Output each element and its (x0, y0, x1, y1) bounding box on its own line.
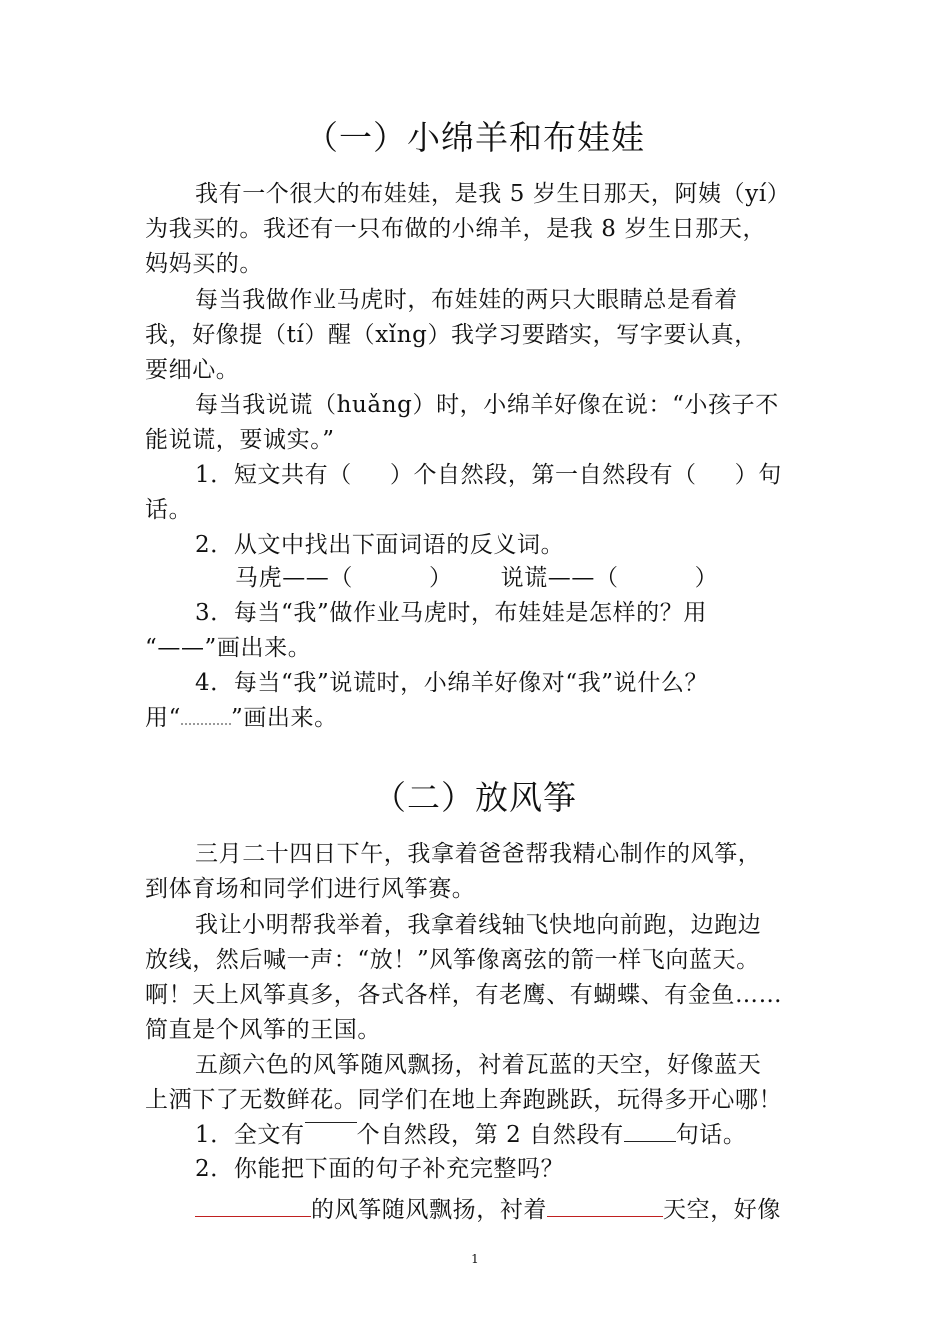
s1-q4-part-a: 用“ (145, 705, 181, 731)
s1-q2-word-2: 说谎——（ (500, 565, 619, 591)
s1-question-4: 4．每当“我”说谎时，小绵羊好像对“我”说什么？ (195, 670, 709, 696)
s1-question-1 (195, 458, 782, 492)
s1-q1-line2: 话。 (145, 497, 193, 523)
s1-p2-line2: 我，好像提（tí）醒（xǐng）我学习要踏实，写字要认真， (145, 322, 758, 348)
s2-p1-line2: 到体育场和同学们进行风筝赛。 (145, 876, 476, 902)
s2-p3-line1: 五颜六色的风筝随风飘扬，衬着瓦蓝的天空，好像蓝天 (195, 1052, 762, 1078)
s1-p2-line3: 要细心。 (145, 357, 240, 383)
s2-q2-blank-2[interactable] (547, 1188, 663, 1217)
s1-question-2: 2．从文中找出下面词语的反义词。 (195, 532, 565, 558)
s2-p2-line4: 简直是个风筝的王国。 (145, 1017, 381, 1043)
s2-q1-part-a: 1．全文有 (195, 1122, 305, 1148)
page-number: 1 (471, 1252, 479, 1266)
section2-title: （二）放风筝 (373, 778, 577, 817)
s2-q1-blank-1[interactable] (305, 1122, 357, 1143)
s1-p1-line3: 妈妈买的。 (145, 251, 263, 277)
s2-p2-line1: 我让小明帮我举着，我拿着线轴飞快地向前跑，边跑边 (195, 912, 762, 938)
s2-p1-line1: 三月二十四日下午，我拿着爸爸帮我精心制作的风筝， (195, 841, 762, 867)
s2-p3-line2: 上洒下了无数鲜花。同学们在地上奔跑跳跃，玩得多开心哪！ (145, 1087, 783, 1113)
s1-q2-close-2: ） (694, 565, 719, 591)
s2-q2-part-c: 天空，好像 (663, 1197, 781, 1223)
s2-question-1 (195, 1118, 747, 1152)
s1-q2-close-1: ） (429, 565, 453, 591)
s1-p2-line1: 每当我做作业马虎时，布娃娃的两只大眼睛总是看着 (195, 287, 738, 313)
s1-q1-part-b: ）个自然段，第一自然段有（ (389, 462, 697, 488)
s2-p2-line2: 放线，然后喊一声：“放！”风筝像离弦的箭一样飞向蓝天。 (145, 947, 760, 973)
s2-p2-line3: 啊！天上风筝真多，各式各样，有老鹰、有蝴蝶、有金鱼…… (145, 982, 783, 1008)
s1-q3-line2: “——”画出来。 (145, 635, 312, 661)
s2-q2-part-b: 的风筝随风飘扬，衬着 (311, 1197, 547, 1223)
s1-question-3: 3．每当“我”做作业马虎时，布娃娃是怎样的？用 (195, 600, 707, 626)
s1-q1-part-c: ）句 (734, 462, 782, 488)
s1-p3-line1: 每当我说谎（huǎng）时，小绵羊好像在说：“小孩子不 (195, 392, 779, 418)
s1-p3-line2: 能说谎，要诚实。” (145, 427, 335, 453)
wavy-underline-mark (181, 701, 231, 725)
s1-p1-line1: 我有一个很大的布娃娃，是我 5 岁生日那天，阿姨（yí） (195, 181, 791, 207)
s2-q2-blank-1[interactable] (195, 1188, 311, 1217)
s1-q2-word-1: 马虎——（ (235, 565, 353, 591)
s1-q4-part-b: ”画出来。 (230, 705, 338, 731)
s2-q1-part-c: 句话。 (675, 1122, 747, 1148)
s2-question-2: 2．你能把下面的句子补充完整吗？ (195, 1156, 565, 1182)
s1-p1-line2: 为我买的。我还有一只布做的小绵羊，是我 8 岁生日那天， (145, 216, 767, 242)
section1-title: （一）小绵羊和布娃娃 (305, 118, 645, 157)
s2-q1-blank-2[interactable] (624, 1119, 676, 1142)
s2-q2-sentence (195, 1188, 781, 1227)
s1-q4-line2 (145, 701, 338, 735)
s1-q2-antonyms (235, 561, 718, 595)
s2-q1-part-b: 个自然段，第 2 自然段有 (356, 1122, 624, 1148)
s1-q1-part-a: 1．短文共有（ (195, 462, 352, 488)
